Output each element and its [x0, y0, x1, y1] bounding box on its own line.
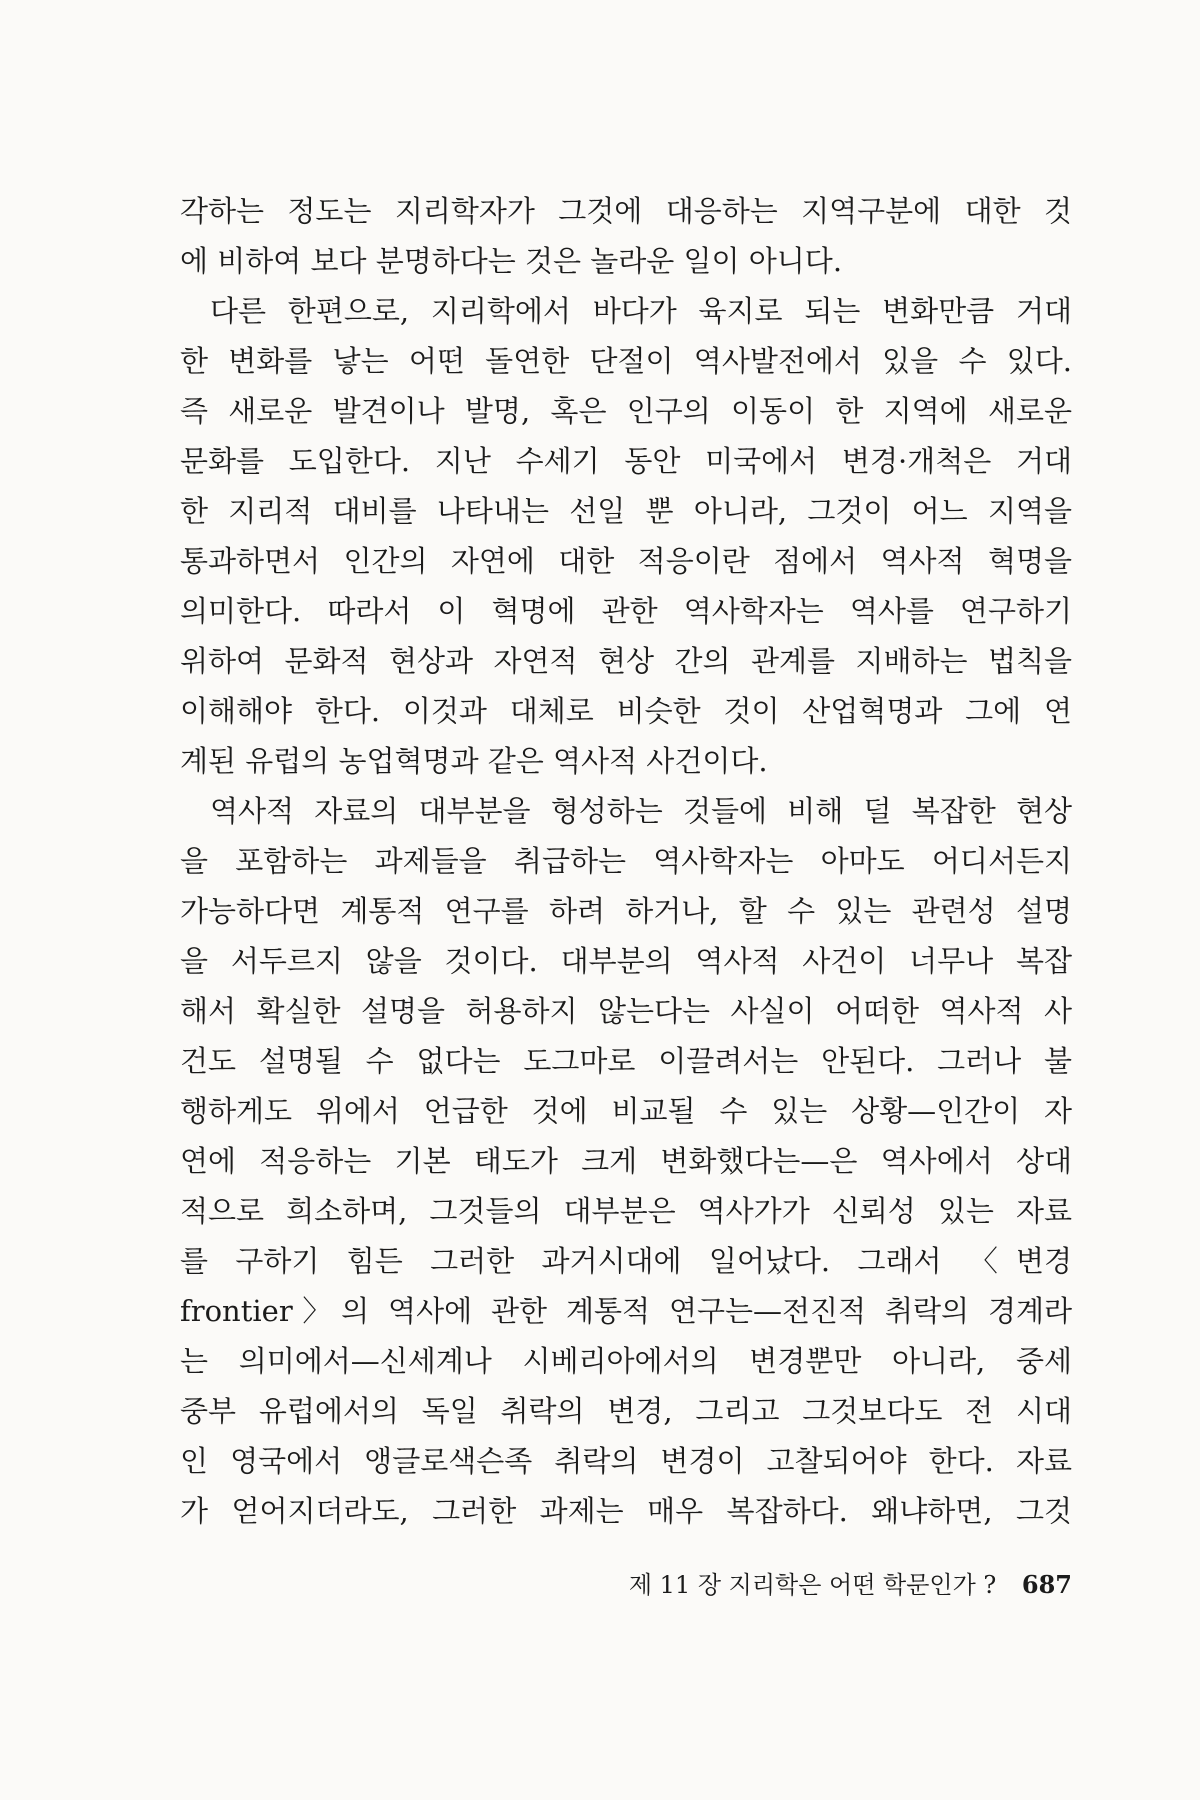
- text-line: frontier〉의 역사에 관한 계통적 연구는—전진적 취락의 경계라: [180, 1294, 1072, 1328]
- text-line: 의미한다. 따라서 이 혁명에 관한 역사학자는 역사를 연구하기: [180, 594, 1072, 628]
- text-line: 한 변화를 낳는 어떤 돌연한 단절이 역사발전에서 있을 수 있다.: [180, 344, 1072, 378]
- text-line: 위하여 문화적 현상과 자연적 현상 간의 관계를 지배하는 법칙을: [180, 644, 1072, 678]
- text-line: 연에 적응하는 기본 태도가 크게 변화했다는—은 역사에서 상대: [180, 1144, 1072, 1178]
- text-line: 즉 새로운 발견이나 발명, 혹은 인구의 이동이 한 지역에 새로운: [180, 394, 1072, 428]
- body-text: [180, 186, 1072, 1536]
- text-line: 에 비하여 보다 분명하다는 것은 놀라운 일이 아니다.: [180, 244, 843, 278]
- text-line: 가능하다면 계통적 연구를 하려 하거나, 할 수 있는 관련성 설명: [180, 894, 1072, 928]
- text-line: 는 의미에서—신세계나 시베리아에서의 변경뿐만 아니라, 중세: [180, 1344, 1072, 1378]
- text-line: 역사적 자료의 대부분을 형성하는 것들에 비해 덜 복잡한 현상: [210, 794, 1072, 828]
- text-line: 문화를 도입한다. 지난 수세기 동안 미국에서 변경·개척은 거대: [180, 444, 1072, 478]
- text-line: 을 포함하는 과제들을 취급하는 역사학자는 아마도 어디서든지: [180, 844, 1072, 878]
- page-number: 687: [1021, 1570, 1072, 1599]
- page-footer: [629, 1565, 1072, 1600]
- text-line: 가 얻어지더라도, 그러한 과제는 매우 복잡하다. 왜냐하면, 그것: [180, 1494, 1072, 1528]
- text-line: 행하게도 위에서 언급한 것에 비교될 수 있는 상황—인간이 자: [180, 1094, 1072, 1128]
- text-line: 인 영국에서 앵글로색슨족 취락의 변경이 고찰되어야 한다. 자료: [180, 1444, 1072, 1478]
- text-line: 을 서두르지 않을 것이다. 대부분의 역사적 사건이 너무나 복잡: [180, 944, 1072, 978]
- text-line: 를 구하기 힘든 그러한 과거시대에 일어났다. 그래서 〈변경: [180, 1244, 1072, 1278]
- text-line: 이해해야 한다. 이것과 대체로 비슷한 것이 산업혁명과 그에 연: [180, 694, 1072, 728]
- text-line: 각하는 정도는 지리학자가 그것에 대응하는 지역구분에 대한 것: [180, 194, 1072, 228]
- running-head: 제 11 장 지리학은 어떤 학문인가 ?: [628, 1571, 997, 1599]
- text-line: 중부 유럽에서의 독일 취락의 변경, 그리고 그것보다도 전 시대: [180, 1394, 1072, 1428]
- text-line: 통과하면서 인간의 자연에 대한 적응이란 점에서 역사적 혁명을: [180, 544, 1072, 578]
- text-line: 적으로 희소하며, 그것들의 대부분은 역사가가 신뢰성 있는 자료: [180, 1194, 1072, 1228]
- text-line: 해서 확실한 설명을 허용하지 않는다는 사실이 어떠한 역사적 사: [180, 994, 1072, 1028]
- text-line: 건도 설명될 수 없다는 도그마로 이끌려서는 안된다. 그러나 불: [180, 1044, 1072, 1078]
- text-line: 한 지리적 대비를 나타내는 선일 뿐 아니라, 그것이 어느 지역을: [180, 494, 1072, 528]
- text-line: 계된 유럽의 농업혁명과 같은 역사적 사건이다.: [180, 744, 768, 778]
- text-line: 다른 한편으로, 지리학에서 바다가 육지로 되는 변화만큼 거대: [210, 294, 1072, 328]
